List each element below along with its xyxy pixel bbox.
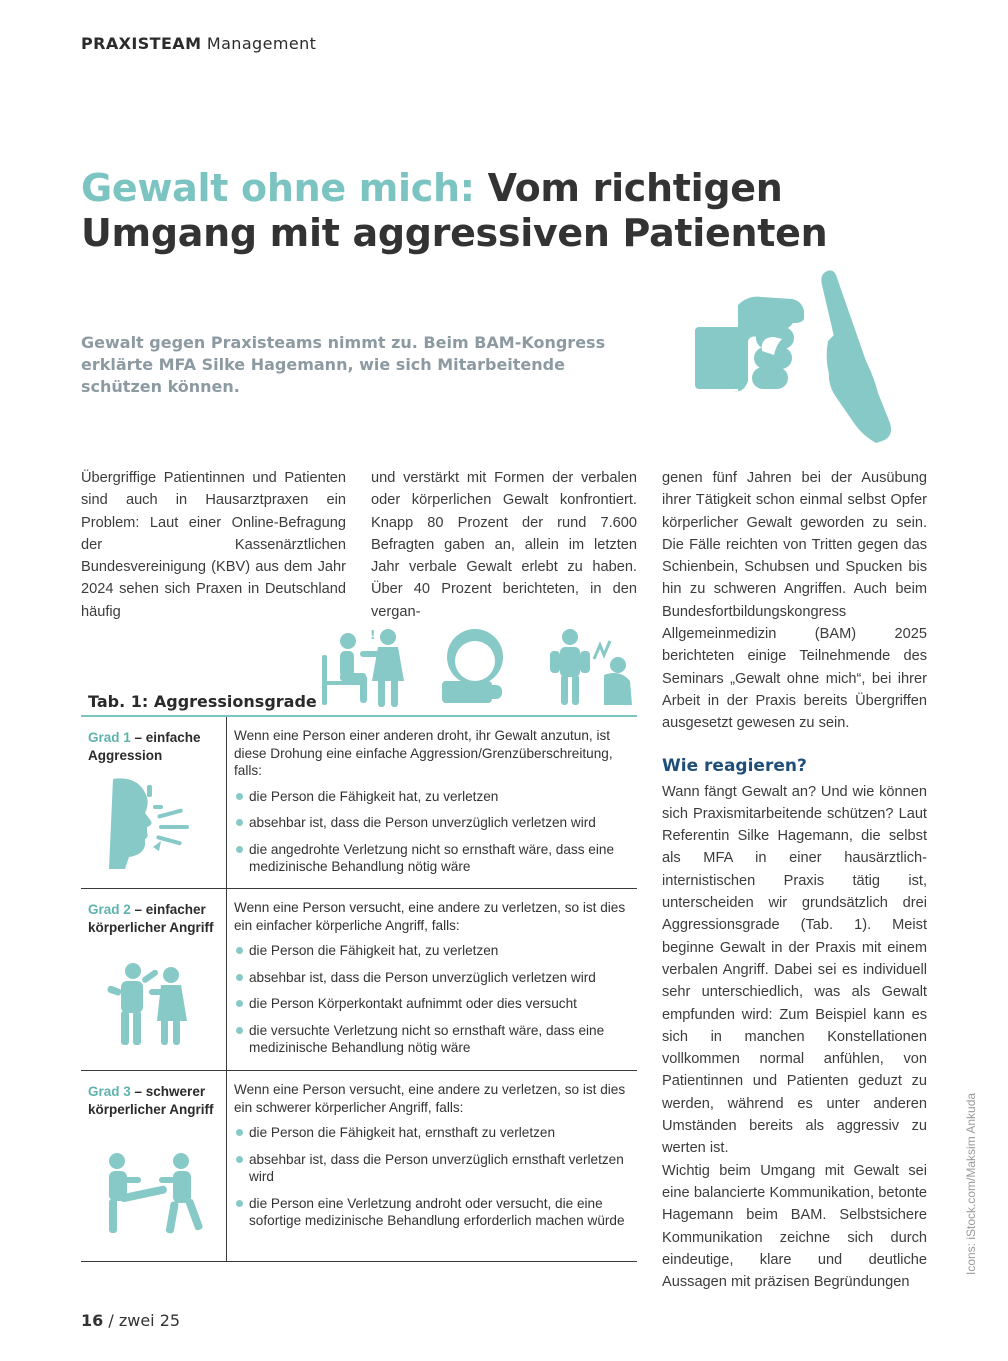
- lead-paragraph: Gewalt gegen Praxisteams nimmt zu. Beim BAM-Kongress erklärte MFA Silke Hagemann, wie sich Mitarbeitende schützen können.: [81, 333, 606, 396]
- kick-icon: [101, 1151, 211, 1236]
- fight-icon: [103, 959, 203, 1049]
- subheading: Wie reagieren?: [662, 755, 807, 776]
- grade-intro: Wenn eine Person versucht, eine andere zu verletzen, so ist dies ein schwerer körperlicher Angriff, falls:: [234, 1082, 626, 1115]
- grade-number: Grad 2: [88, 902, 131, 917]
- table-row-grade-3: [81, 1071, 637, 1262]
- image-credit: [958, 1045, 978, 1275]
- list-item: die Person eine Verletzung androht oder versucht, die eine sofortige medizinische Behandlung erforderlich machen würde: [234, 1195, 629, 1230]
- list-item: die angedrohte Verletzung nicht so ernsthaft wäre, dass eine medizinische Behandlung nötig wäre: [234, 841, 629, 876]
- grade-label-cell: [81, 717, 227, 888]
- body-paragraph: Wichtig beim Umgang mit Gewalt sei eine balancierte Kommunikation, betonte Hagemann beim BAM. Selbstsichere Kommunikation zeichne sich durch eindeutige, klare und deutliche Aussagen mit präzisen Begründungen: [662, 1162, 927, 1291]
- grade-name: [88, 729, 224, 765]
- list-item: absehbar ist, dass die Person unverzüglich verletzen wird: [234, 969, 629, 987]
- page-number: 16: [81, 1311, 104, 1330]
- grade-number: Grad 3: [88, 1084, 131, 1099]
- page-title: [81, 166, 841, 256]
- section-label: PRAXISTEAM: [81, 34, 202, 53]
- body-paragraph: Übergriffige Patientinnen und Patienten sind auch in Hausarztpraxen ein Problem: Laut einer Online-Befragung der Kassenärztlichen Bundesvereinigung (KBV) aus dem Jahr 2024 sehen sich Praxen in Deutschland häufig: [81, 470, 346, 620]
- text-column-1: [81, 467, 346, 623]
- grade-name: [88, 1083, 224, 1119]
- text-column-2: [371, 467, 637, 623]
- grade-intro: Wenn eine Person einer anderen droht, ihr Gewalt anzutun, ist diese Drohung eine einfache Aggression/Grenzüberschreitung, falls:: [234, 728, 613, 778]
- grade-label-cell: [81, 1071, 227, 1261]
- grade-label-cell: [81, 889, 227, 1070]
- list-item: die versuchte Verletzung nicht so ernsthaft wäre, dass eine medizinische Behandlung nötig wäre: [234, 1022, 629, 1057]
- page-footer: [81, 1311, 180, 1330]
- grade-criteria-list: [234, 788, 629, 876]
- title-accent: Gewalt ohne mich:: [81, 166, 475, 210]
- grade-description: [234, 727, 629, 885]
- list-item: die Person die Fähigkeit hat, zu verletzen: [234, 942, 629, 960]
- grade-name: [88, 901, 224, 937]
- grade-description: [234, 899, 629, 1066]
- body-paragraph: Wann fängt Gewalt an? Und wie können sich Praxismitarbeitende schützen? Laut Referentin Silke Hagemann, die selbst als MFA in einer hausärztlich-internistischen Praxis tätig ist, unterscheiden wir grundsätzlich drei Aggressionsgrade (Tab. 1). Meist beginne Gewalt in der Praxis mit einem verbalen Angriff. Dabei sei es individuell sehr unterschiedlich, was als Gewalt empfunden wird: Zum Beispiel kann es sich in manchen Konstellationen vollkommen normal anfühlen, von Patientinnen und Patienten geduzt zu werden, während es unter anderen Umständen bereits als aggressiv zu werten ist.: [662, 783, 927, 1157]
- grade-title: – schwerer körperlicher Angriff: [88, 1084, 214, 1117]
- running-head: [81, 34, 316, 53]
- fist-hand-icon: [695, 297, 804, 392]
- list-item: die Person die Fähigkeit hat, ernsthaft zu verletzen: [234, 1124, 629, 1142]
- list-item: die Person die Fähigkeit hat, zu verletzen: [234, 788, 629, 806]
- grade-criteria-list: [234, 942, 629, 1057]
- table-row-grade-1: [81, 717, 637, 889]
- issue-label: / zwei 25: [103, 1311, 181, 1330]
- list-item: absehbar ist, dass die Person unverzüglich verletzen wird: [234, 814, 629, 832]
- grade-description: [234, 1081, 629, 1239]
- table-title: Tab. 1: Aggressionsgrade: [88, 692, 317, 711]
- grade-intro: Wenn eine Person versucht, eine andere zu verletzen, so ist dies ein einfacher körperliche Angriff, falls:: [234, 900, 626, 933]
- body-paragraph: genen fünf Jahren bei der Ausübung ihrer Tätigkeit schon einmal selbst Opfer körperlicher Gewalt geworden zu sein. Die Fälle reichten von Tritten gegen das Schienbein, Schubsen und Spucken bis hin zu schweren Angriffen. Auch beim Bundesfortbildungskongress Allgemeinmedizin (BAM) 2025 berichteten einige Teilnehmende des Seminars „Gewalt ohne mich“, bei ihrer Arbeit in der Praxis bereits Übergriffen ausgesetzt gewesen zu sein.: [662, 470, 927, 732]
- list-item: absehbar ist, dass die Person unverzüglich ernsthaft verletzen wird: [234, 1151, 629, 1186]
- shouting-face-icon: [105, 775, 205, 870]
- text-column-3: [662, 467, 927, 1293]
- table-row-grade-2: [81, 889, 637, 1071]
- people-conflict-icon: [320, 625, 640, 710]
- svg-text:!: !: [370, 628, 376, 642]
- body-paragraph: und verstärkt mit Formen der verbalen oder körperlichen Gewalt konfrontiert. Knapp 80 Prozent der rund 7.600 Befragten gaben an, allein im letzten Jahr verbale Gewalt erlebt zu haben. Über 40 Prozent berichteten, in den vergan-: [371, 470, 637, 620]
- hero-illustration: [690, 265, 905, 445]
- grade-title: – einfacher körperlicher Angriff: [88, 902, 214, 935]
- grade-number: Grad 1: [88, 730, 131, 745]
- image-credit-text: Icons: iStock.com/Maksim Ankuda: [964, 1092, 978, 1275]
- title-rest: Vom richtigen Umgang mit aggressiven Patienten: [81, 166, 828, 255]
- stop-hand-icon: [821, 270, 891, 443]
- subsection-label: Management: [206, 34, 317, 53]
- grade-criteria-list: [234, 1124, 629, 1230]
- list-item: die Person Körperkontakt aufnimmt oder dies versucht: [234, 995, 629, 1013]
- grade-title: – einfache Aggression: [88, 730, 201, 763]
